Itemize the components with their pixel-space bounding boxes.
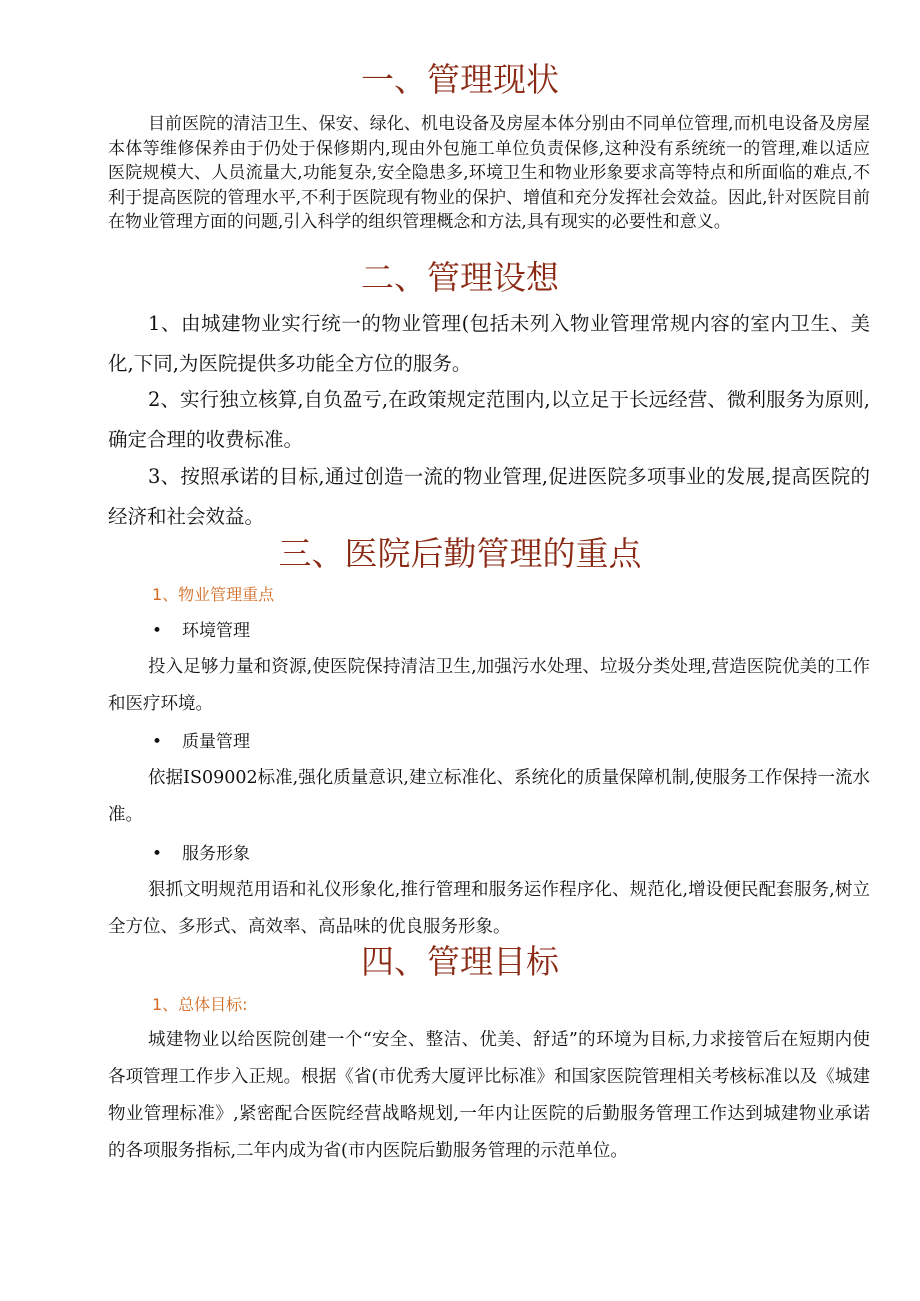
section-heading-2: 二、管理设想 <box>361 258 559 297</box>
bullet-item-quality <box>152 730 250 754</box>
quality-paragraph: 依据IS09002标准,强化质量意识,建立标准化、系统化的质量保障机制,使服务工作保持一流水准。 <box>108 768 870 825</box>
section-4-paragraph: 城建物业以给医院创建一个“安全、整洁、优美、舒适”的环境为目标,力求接管后在短期内使各项管理工作步入正规。根据《省(市优秀大厦评比标准》和国家医院管理相关考核标准以及《城建物业管理标准》,紧密配合医院经营战略规划,一年内让医院的后勤服务管理工作达到城建物业承诺的各项服务指标,二年内成为省(市内医院后勤服务管理的示范单位。 <box>108 1030 870 1161</box>
bullet-icon: • <box>152 621 163 641</box>
environment-paragraph: 投入足够力量和资源,使医院保持清洁卫生,加强污水处理、垃圾分类处理,营造医院优美的工作和医疗环境。 <box>108 657 870 714</box>
section-2-item-2: 2、实行独立核算,自负盈亏,在政策规定范围内,以立足于长远经营、微利服务为原则,确定合理的收费标准。 <box>108 388 870 451</box>
section-2-item-3: 3、按照承诺的目标,通过创造一流的物业管理,促进医院多项事业的发展,提高医院的经济和社会效益。 <box>108 465 870 528</box>
bullet-title: 质量管理 <box>182 732 250 752</box>
bullet-icon: • <box>152 844 163 864</box>
section-3-subheading: 1、物业管理重点 <box>152 585 275 604</box>
section-heading-1: 一、管理现状 <box>361 60 559 99</box>
section-1-paragraph: 目前医院的清洁卫生、保安、绿化、机电设备及房屋本体分别由不同单位管理,而机电设备及房屋本体等维修保养由于仍处于保修期内,现由外包施工单位负责保修,这种没有系统统一的管理,难以适应医院规模大、人员流量大,功能复杂,安全隐患多,环境卫生和物业形象要求高等特点和所面临的难点,不利于提高医院的管理水平,不利于医院现有物业的保护、增值和充分发挥社会效益。因此,针对医院目前在物业管理方面的问题,引入科学的组织管理概念和方法,具有现实的必要性和意义。 <box>108 114 870 232</box>
bullet-icon: • <box>152 732 163 752</box>
bullet-title: 服务形象 <box>182 844 250 864</box>
service-image-paragraph: 狠抓文明规范用语和礼仪形象化,推行管理和服务运作程序化、规范化,增设便民配套服务,树立全方位、多形式、高效率、高品味的优良服务形象。 <box>108 880 870 937</box>
section-heading-3: 三、医院后勤管理的重点 <box>278 534 642 573</box>
section-2-item-1: 1、由城建物业实行统一的物业管理(包括未列入物业管理常规内容的室内卫生、美化,下同,为医院提供多功能全方位的服务。 <box>108 312 870 375</box>
section-4-subheading: 1、总体目标: <box>152 995 248 1014</box>
bullet-title: 环境管理 <box>182 621 250 641</box>
section-heading-4: 四、管理目标 <box>361 942 559 981</box>
bullet-item-environment <box>152 619 250 643</box>
bullet-item-service-image <box>152 842 250 866</box>
